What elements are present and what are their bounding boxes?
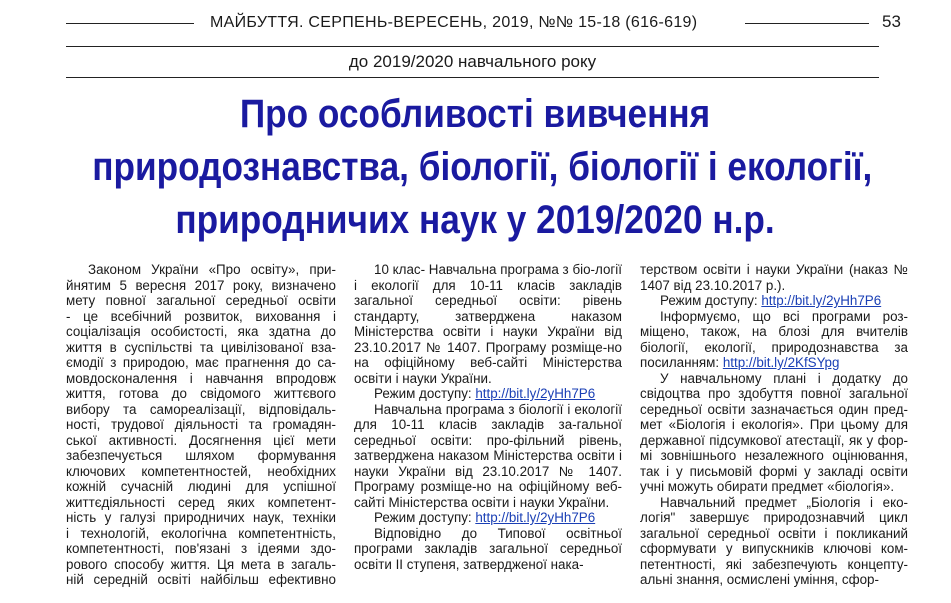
col2-access-2: [354, 510, 622, 526]
col1-line: ності, трудової діяльності та громадян-: [66, 417, 336, 432]
col3-paragraph-0: терством освіти і науки України (наказ № 1407 від 23.10.2017 р.).: [640, 262, 908, 293]
col1-line: і технологій, екологічна компетентність,: [66, 525, 336, 541]
col1-line: - це всебічний розвиток, виховання і: [66, 308, 336, 324]
col3-paragraph-1: [640, 309, 908, 371]
col1-line: ключових компетентностей, необхідних: [66, 463, 336, 479]
paragraph-text: Інформуємо, що всі програми роз-міщено, також, на блозі для вчителів біології, екології, природознавства за посиланням:: [640, 308, 908, 370]
running-head: МАЙБУТТЯ. СЕРПЕНЬ-ВЕРЕСЕНЬ, 2019, №№ 15-18 (616-619): [210, 14, 698, 31]
access-label: Режим доступу:: [374, 386, 476, 401]
access-link[interactable]: http://bit.ly/2yHh7P6: [761, 293, 882, 308]
blog-link[interactable]: http://bit.ly/2KfSYpg: [722, 355, 840, 370]
header-rule-right: [745, 23, 869, 24]
page-number: 53: [882, 12, 901, 31]
col2-access-1: [354, 386, 622, 402]
title-line-1: Про особливості вивчення: [239, 92, 711, 136]
col1-line: життєдіяльності серед яких компетент-: [66, 494, 336, 510]
col1-line: ній середній освіті найбільш ефективно: [66, 572, 336, 587]
col1-line: рового способу життя. Ця мета в загаль-: [66, 556, 336, 572]
title-line-2: природознавства, біології, біології і екології,: [92, 145, 873, 189]
header-rule-left: [66, 23, 194, 24]
col2-paragraph-1: 10 клас- Навчальна програма з біо-логії і екології для 10-11 класів закладів загальної середньої освіти: рівень стандарту, затверджена наказом Міністерства освіти і науки України від 23.10.2017 № 1407. Програму розміще-но на офіційному веб-сайті Міністерства освіти і науки України.: [354, 262, 622, 386]
article-title: [92, 88, 873, 247]
col1-line: життя в суспільстві та цивілізованої вза-: [66, 339, 336, 355]
col1-line: кожній сучасній людині для успішної: [66, 479, 336, 494]
column-1: [66, 262, 336, 588]
col2-paragraph-3: Відповідно до Типової освітньої програми закладів загальної середньої освіти ІІ ступеня, затвердженої нака-: [354, 525, 622, 572]
access-label: Режим доступу:: [660, 293, 762, 308]
col1-line: вибору та самореалізації, відповідаль-: [66, 401, 336, 417]
access-link[interactable]: http://bit.ly/2yHh7P6: [475, 510, 596, 525]
col1-line: мету повної загальної середньої освіти: [66, 293, 336, 308]
col1-line: ність у галузі природничих наук, техніки: [66, 510, 336, 525]
col1-line: забезпечується шляхом формування: [66, 448, 336, 463]
title-line-3: природничих наук у 2019/2020 н.р.: [175, 198, 775, 242]
col1-line: компетентності, пов'язані з ідеями здо-: [66, 541, 336, 556]
column-2: [354, 262, 622, 572]
col1-line: ської активності. Досягнення цієї мети: [66, 432, 336, 448]
col3-access: [640, 293, 908, 309]
col1-line: мовдосконалення і навчання впродовж: [66, 370, 336, 386]
col1-line: соціалізація особистості, яка здатна до: [66, 324, 336, 339]
section-band: до 2019/2020 навчального року: [66, 46, 879, 78]
col3-paragraph-3: Навчальний предмет „Біологія і еко-логія" завершує природознавчий цикл загальної середньої освіти і покликаний сформувати у випускників ключові ком-петентності, які забезпечують концепту-альні знання, осмислені уміння, сфор-: [640, 494, 908, 587]
column-3: [640, 262, 908, 588]
col1-line: ємодії з природою, має прагнення до са-: [66, 355, 336, 370]
col3-paragraph-2: У навчальному плані і додатку до свідоцтва про здобуття повної загальної середньої освіти зазначається один пред-мет «Біологія і екологія». При цьому для державної підсумкової атестації, як у фор-мі зовнішнього незалежного оцінювання, так і у письмовій формі у закладі освіти учні можуть обирати предмет «біологія».: [640, 370, 908, 494]
access-link[interactable]: http://bit.ly/2yHh7P6: [475, 386, 596, 401]
col1-line: Законом України «Про освіту», при-: [88, 262, 336, 277]
col2-paragraph-2: Навчальна програма з біології і екології для 10-11 класів закладів за-гальної середньої освіти: про-фільний рівень, затверджена наказом Міністерства освіти і науки України від 23.10.2017 № 1407. Програму розміще-но на офіційному веб-сайті Міністерства освіти і науки України.: [354, 401, 622, 510]
col1-line: йнятим 5 вересня 2017 року, визначено: [66, 277, 336, 293]
col1-line: життя, готова до свідомого життєвого: [66, 386, 336, 401]
access-label: Режим доступу:: [374, 510, 476, 525]
